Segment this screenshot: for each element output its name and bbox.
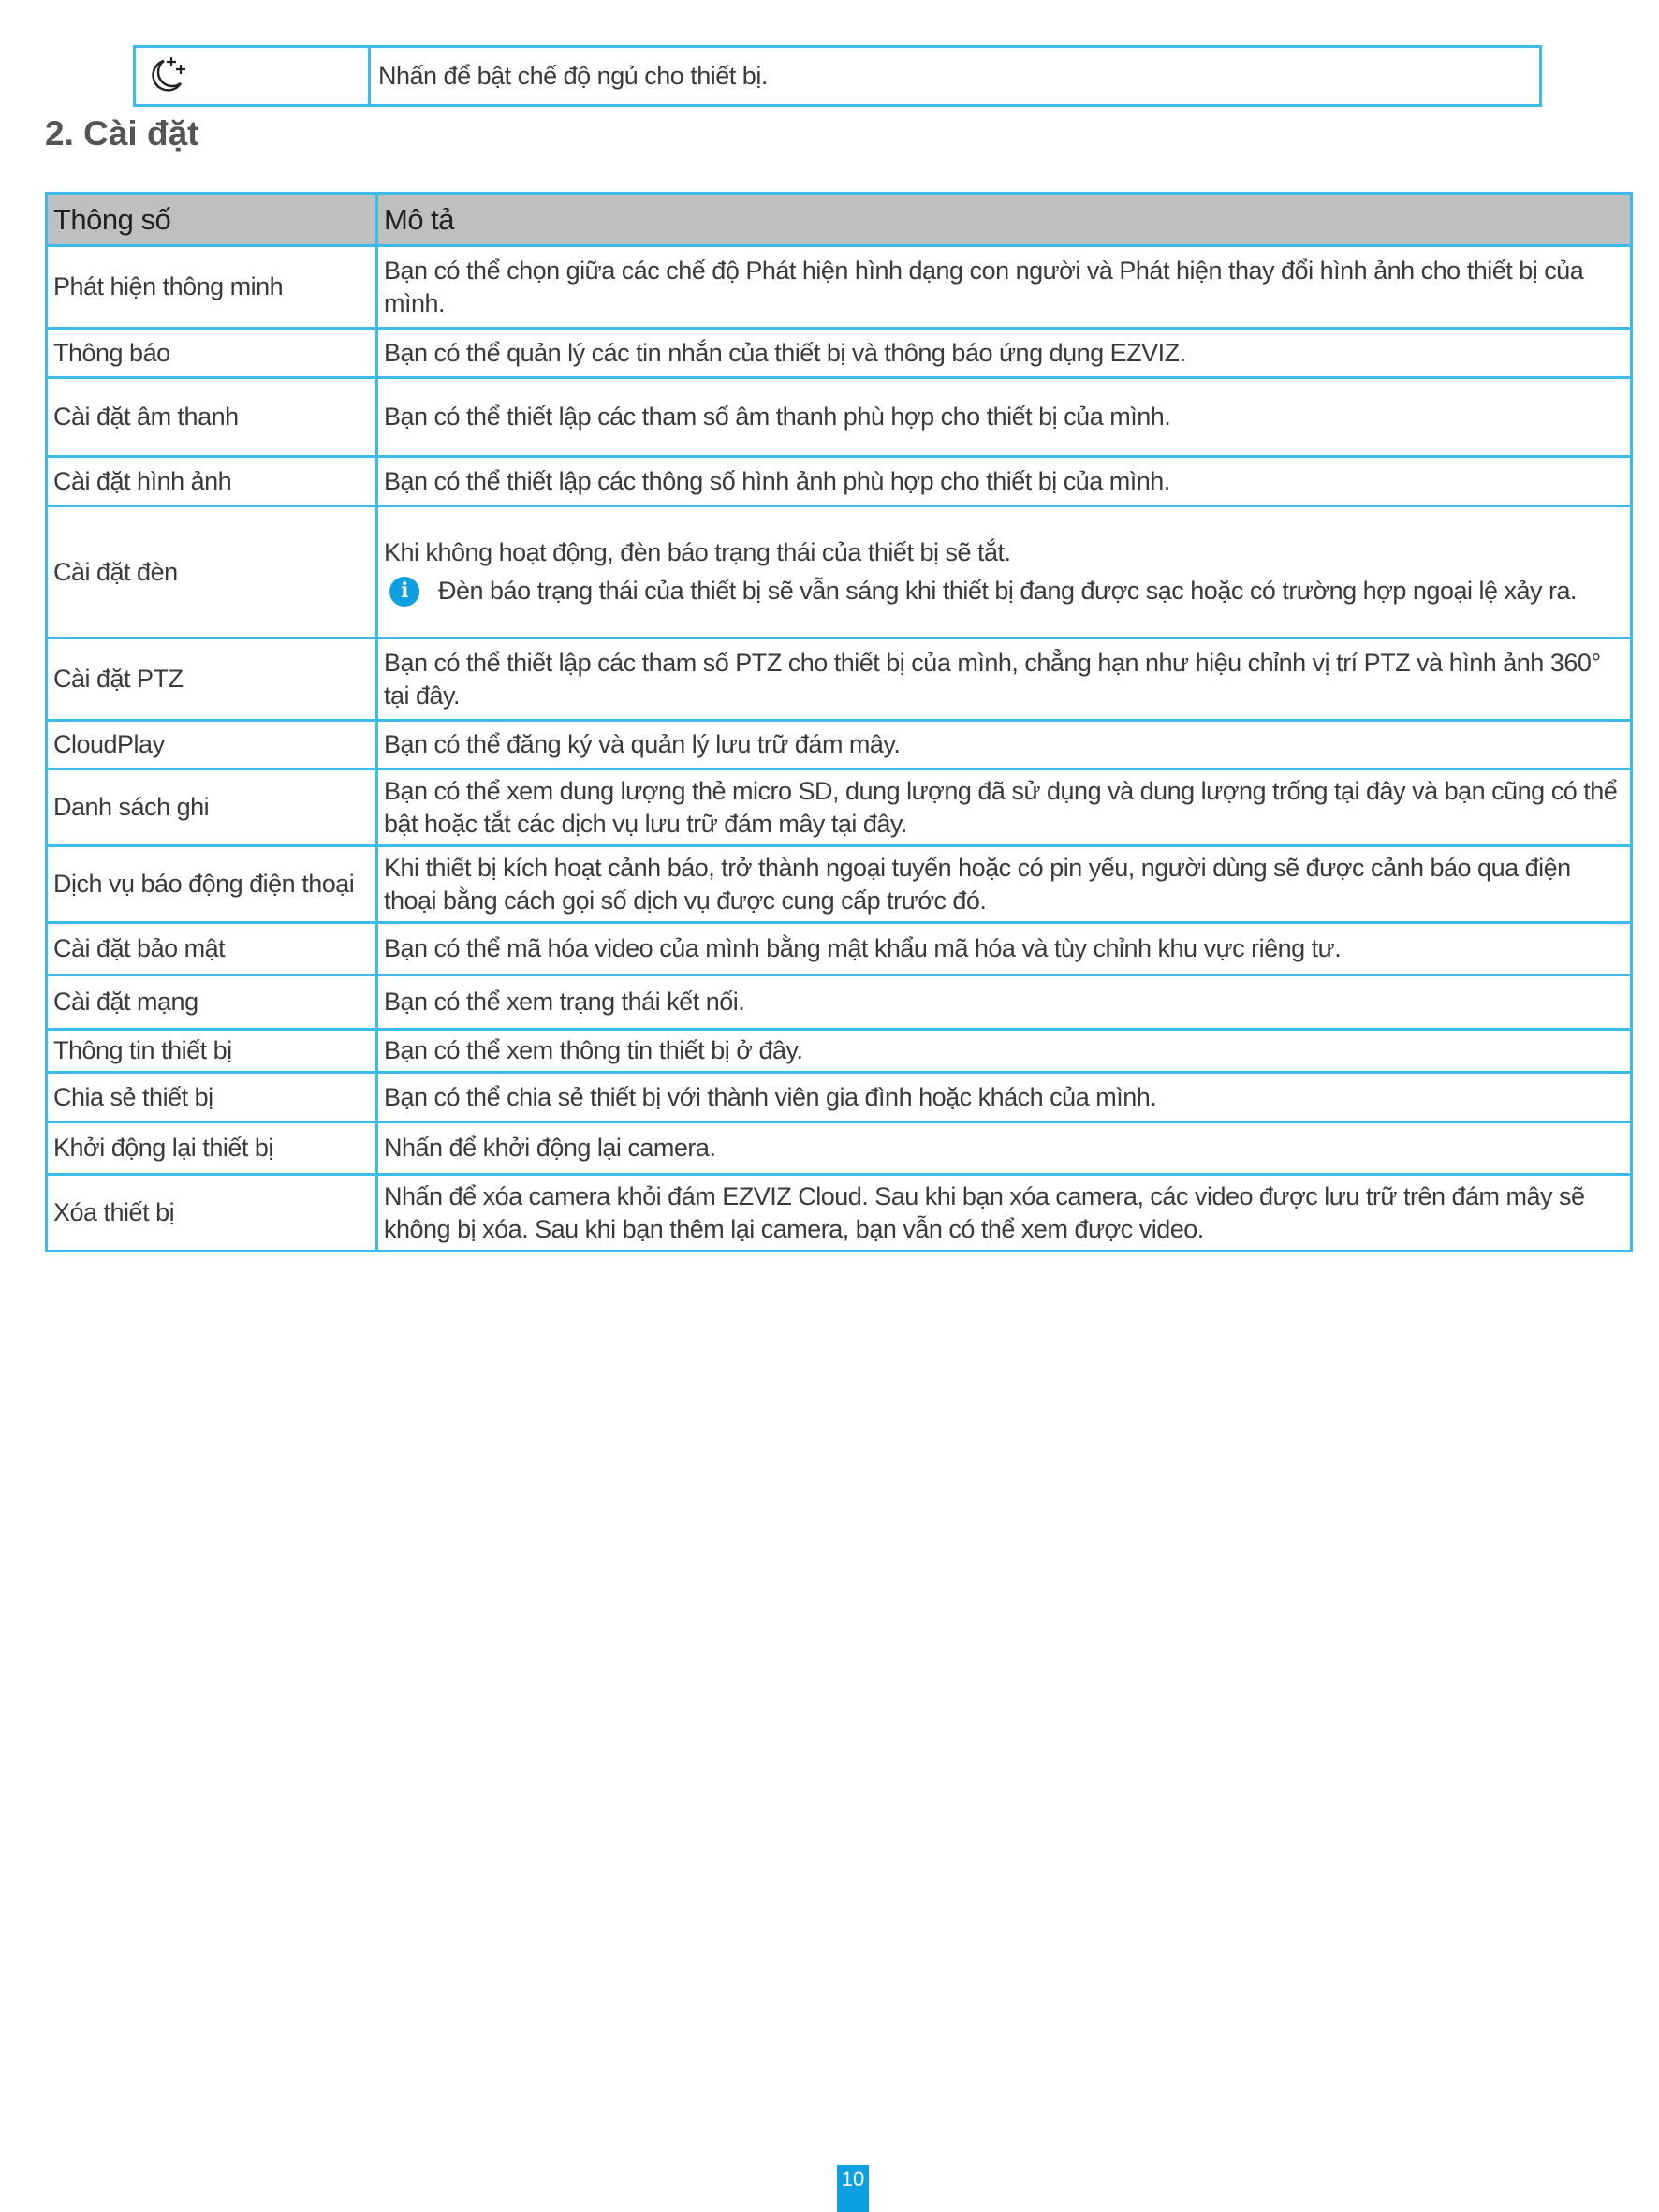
- description-text: Bạn có thể chia sẻ thiết bị với thành viên gia đình hoặc khách của mình.: [384, 1082, 1157, 1111]
- page-number: 10: [837, 2165, 869, 2212]
- description-cell: [377, 378, 1632, 457]
- description-text: Khi thiết bị kích hoạt cảnh báo, trở thành ngoại tuyến hoặc có pin yếu, người dùng sẽ được cảnh báo qua điện thoại bằng cách gọi số dịch vụ được cung cấp trước đó.: [384, 853, 1571, 915]
- parameter-cell: Thông tin thiết bị: [47, 1030, 377, 1073]
- note-text: Đèn báo trạng thái của thiết bị sẽ vẫn sáng khi thiết bị đang được sạc hoặc có trường hợp ngoại lệ xảy ra.: [438, 577, 1578, 605]
- description-cell: [377, 975, 1632, 1030]
- note: [384, 575, 1624, 608]
- description-cell: [377, 721, 1632, 769]
- table-row: [47, 975, 1632, 1030]
- table-row: [47, 638, 1632, 721]
- section-title: 2. Cài đặt: [45, 114, 199, 153]
- description-cell: [377, 457, 1632, 506]
- parameter-cell: Cài đặt hình ảnh: [47, 457, 377, 506]
- info-icon: i: [389, 577, 419, 607]
- table-row: [47, 769, 1632, 846]
- parameter-cell: Xóa thiết bị: [47, 1175, 377, 1252]
- parameter-cell: Cài đặt bảo mật: [47, 923, 377, 975]
- table-row: [47, 1175, 1632, 1252]
- description-text: Bạn có thể mã hóa video của mình bằng mật khẩu mã hóa và tùy chỉnh khu vực riêng tư.: [384, 934, 1342, 962]
- description-cell: [377, 1030, 1632, 1073]
- description-text: Khi không hoạt động, đèn báo trạng thái của thiết bị sẽ tắt.: [384, 538, 1011, 566]
- description-cell: [377, 638, 1632, 721]
- table-row: [47, 506, 1632, 638]
- parameter-cell: Khởi động lại thiết bị: [47, 1122, 377, 1175]
- parameter-cell: CloudPlay: [47, 721, 377, 769]
- description-cell: [377, 329, 1632, 378]
- description-text: Bạn có thể thiết lập các tham số âm thanh phù hợp cho thiết bị của mình.: [384, 403, 1171, 431]
- description-cell: [377, 246, 1632, 329]
- description-text: Nhấn để khởi động lại camera.: [384, 1134, 716, 1162]
- parameter-cell: Thông báo: [47, 329, 377, 378]
- sleep-description: Nhấn để bật chế độ ngủ cho thiết bị.: [378, 61, 768, 90]
- description-text: Bạn có thể đăng ký và quản lý lưu trữ đám mây.: [384, 730, 901, 758]
- table-row: [47, 846, 1632, 923]
- description-text: Nhấn để xóa camera khỏi đám EZVIZ Cloud. Sau khi bạn xóa camera, các video được lưu trữ trên đám mây sẽ không bị xóa. Sau khi bạn thêm lại camera, bạn vẫn có thể xem được video.: [384, 1181, 1585, 1243]
- table-row: [47, 1073, 1632, 1122]
- table-row: [47, 923, 1632, 975]
- parameter-cell: Cài đặt đèn: [47, 506, 377, 638]
- parameter-cell: Cài đặt PTZ: [47, 638, 377, 721]
- description-text: Bạn có thể xem dung lượng thẻ micro SD, dung lượng đã sử dụng và dung lượng trống tại đây và bạn cũng có thể bật hoặc tắt các dịch vụ lưu trữ đám mây tại đây.: [384, 776, 1618, 838]
- description-text: Bạn có thể thiết lập các thông số hình ảnh phù hợp cho thiết bị của mình.: [384, 466, 1170, 495]
- parameter-cell: Cài đặt âm thanh: [47, 378, 377, 457]
- parameter-cell: Dịch vụ báo động điện thoại: [47, 846, 377, 923]
- description-cell: [377, 1073, 1632, 1122]
- table-row: [47, 329, 1632, 378]
- description-text: Bạn có thể thiết lập các tham số PTZ cho thiết bị của mình, chẳng hạn như hiệu chỉnh vị trí PTZ và hình ảnh 360° tại đây.: [384, 648, 1601, 710]
- description-cell: [377, 506, 1632, 638]
- header-parameter: Thông số: [47, 194, 377, 246]
- parameter-cell: Chia sẻ thiết bị: [47, 1073, 377, 1122]
- header-description: Mô tả: [377, 194, 1632, 246]
- parameter-cell: Phát hiện thông minh: [47, 246, 377, 329]
- description-cell: [377, 923, 1632, 975]
- description-text: Bạn có thể chọn giữa các chế độ Phát hiện hình dạng con người và Phát hiện thay đổi hình ảnh cho thiết bị của mình.: [384, 256, 1584, 317]
- description-text: Bạn có thể quản lý các tin nhắn của thiết bị và thông báo ứng dụng EZVIZ.: [384, 338, 1186, 367]
- parameter-cell: Cài đặt mạng: [47, 975, 377, 1030]
- settings-table: [45, 192, 1633, 1252]
- description-cell: [377, 846, 1632, 923]
- sleep-mode-icon: [136, 48, 371, 104]
- table-row: [47, 721, 1632, 769]
- description-cell: [377, 1175, 1632, 1252]
- description-text: Bạn có thể xem trạng thái kết nối.: [384, 988, 745, 1016]
- table-row: [47, 246, 1632, 329]
- description-cell: [377, 769, 1632, 846]
- description-cell: [377, 1122, 1632, 1175]
- table-row: [47, 457, 1632, 506]
- sleep-row: [133, 45, 1542, 107]
- parameter-cell: Danh sách ghi: [47, 769, 377, 846]
- table-row: [47, 1122, 1632, 1175]
- table-row: [47, 1030, 1632, 1073]
- description-text: Bạn có thể xem thông tin thiết bị ở đây.: [384, 1036, 803, 1064]
- table-row: [47, 378, 1632, 457]
